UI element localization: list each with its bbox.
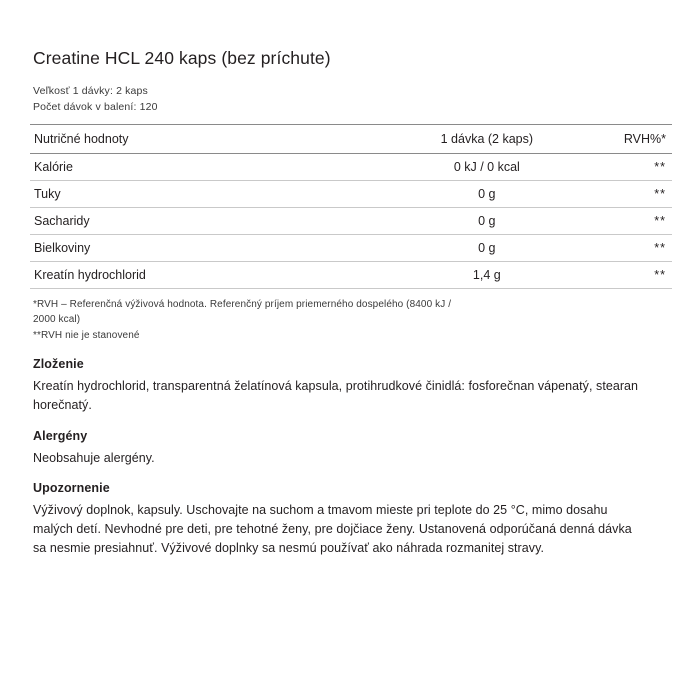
table-row [30, 153, 672, 180]
row-label: Kalórie [30, 153, 377, 180]
nutrition-table-body [30, 153, 672, 288]
servings-per-container-line: Počet dávok v balení: 120 [33, 101, 158, 114]
row-label: Tuky [30, 180, 377, 207]
serving-info [33, 83, 672, 116]
nutrition-table-header [30, 124, 672, 153]
column-header-name: Nutričné hodnoty [30, 124, 377, 153]
section-warning [33, 481, 672, 557]
section-heading: Upozornenie [33, 481, 110, 496]
row-rvh: ** [595, 261, 672, 288]
section-ingredients [33, 357, 672, 415]
page-title: Creatine HCL 240 kaps (bez príchute) [33, 48, 331, 68]
table-row [30, 207, 672, 234]
table-row [30, 234, 672, 261]
nutrition-table [30, 124, 672, 289]
table-row [30, 261, 672, 288]
section-body: Neobsahuje alergény. [33, 450, 155, 465]
footnote-rvh-definition-line2: 2000 kcal) [33, 314, 81, 326]
row-amount: 0 g [377, 234, 595, 261]
table-footnotes [33, 298, 672, 344]
row-rvh: ** [595, 207, 672, 234]
section-heading: Alergény [33, 428, 88, 443]
row-label: Kreatín hydrochlorid [30, 261, 377, 288]
row-label: Sacharidy [30, 207, 377, 234]
row-label: Bielkoviny [30, 234, 377, 261]
section-body: Výživový doplnok, kapsuly. Uschovajte na suchom a tmavom mieste pri teplote do 25 °C, mimo dosahu malých detí. Nevhodné pre deti, pre tehotné ženy, pre dojčiace ženy. Ustanovená odporúčaná denná dávka sa nesmie presiahnuť. Výživové doplnky sa nesmú používať ako náhrada rozmanitej stravy. [33, 503, 632, 555]
row-rvh: ** [595, 234, 672, 261]
row-amount: 0 g [377, 207, 595, 234]
row-rvh: ** [595, 180, 672, 207]
column-header-amount: 1 dávka (2 kaps) [377, 124, 595, 153]
table-row [30, 180, 672, 207]
serving-size-line: Veľkosť 1 dávky: 2 kaps [33, 85, 148, 97]
row-amount: 0 kJ / 0 kcal [377, 153, 595, 180]
row-amount: 0 g [377, 180, 595, 207]
section-allergens [33, 429, 672, 468]
section-body: Kreatín hydrochlorid, transparentná želatínová kapsula, protihrudkové činidlá: fosforečnan vápenatý, stearan horečnatý. [33, 379, 639, 412]
column-header-rvh: RVH%* [595, 124, 672, 153]
section-heading: Zloženie [33, 357, 84, 372]
row-amount: 1,4 g [377, 261, 595, 288]
row-rvh: ** [595, 153, 672, 180]
footnote-rvh-not-established: **RVH nie je stanovené [33, 329, 140, 341]
table-header-row [30, 124, 672, 153]
footnote-rvh-definition-line1: *RVH – Referenčná výživová hodnota. Referenčný príjem priemerného dospelého (8400 kJ / [33, 298, 452, 310]
